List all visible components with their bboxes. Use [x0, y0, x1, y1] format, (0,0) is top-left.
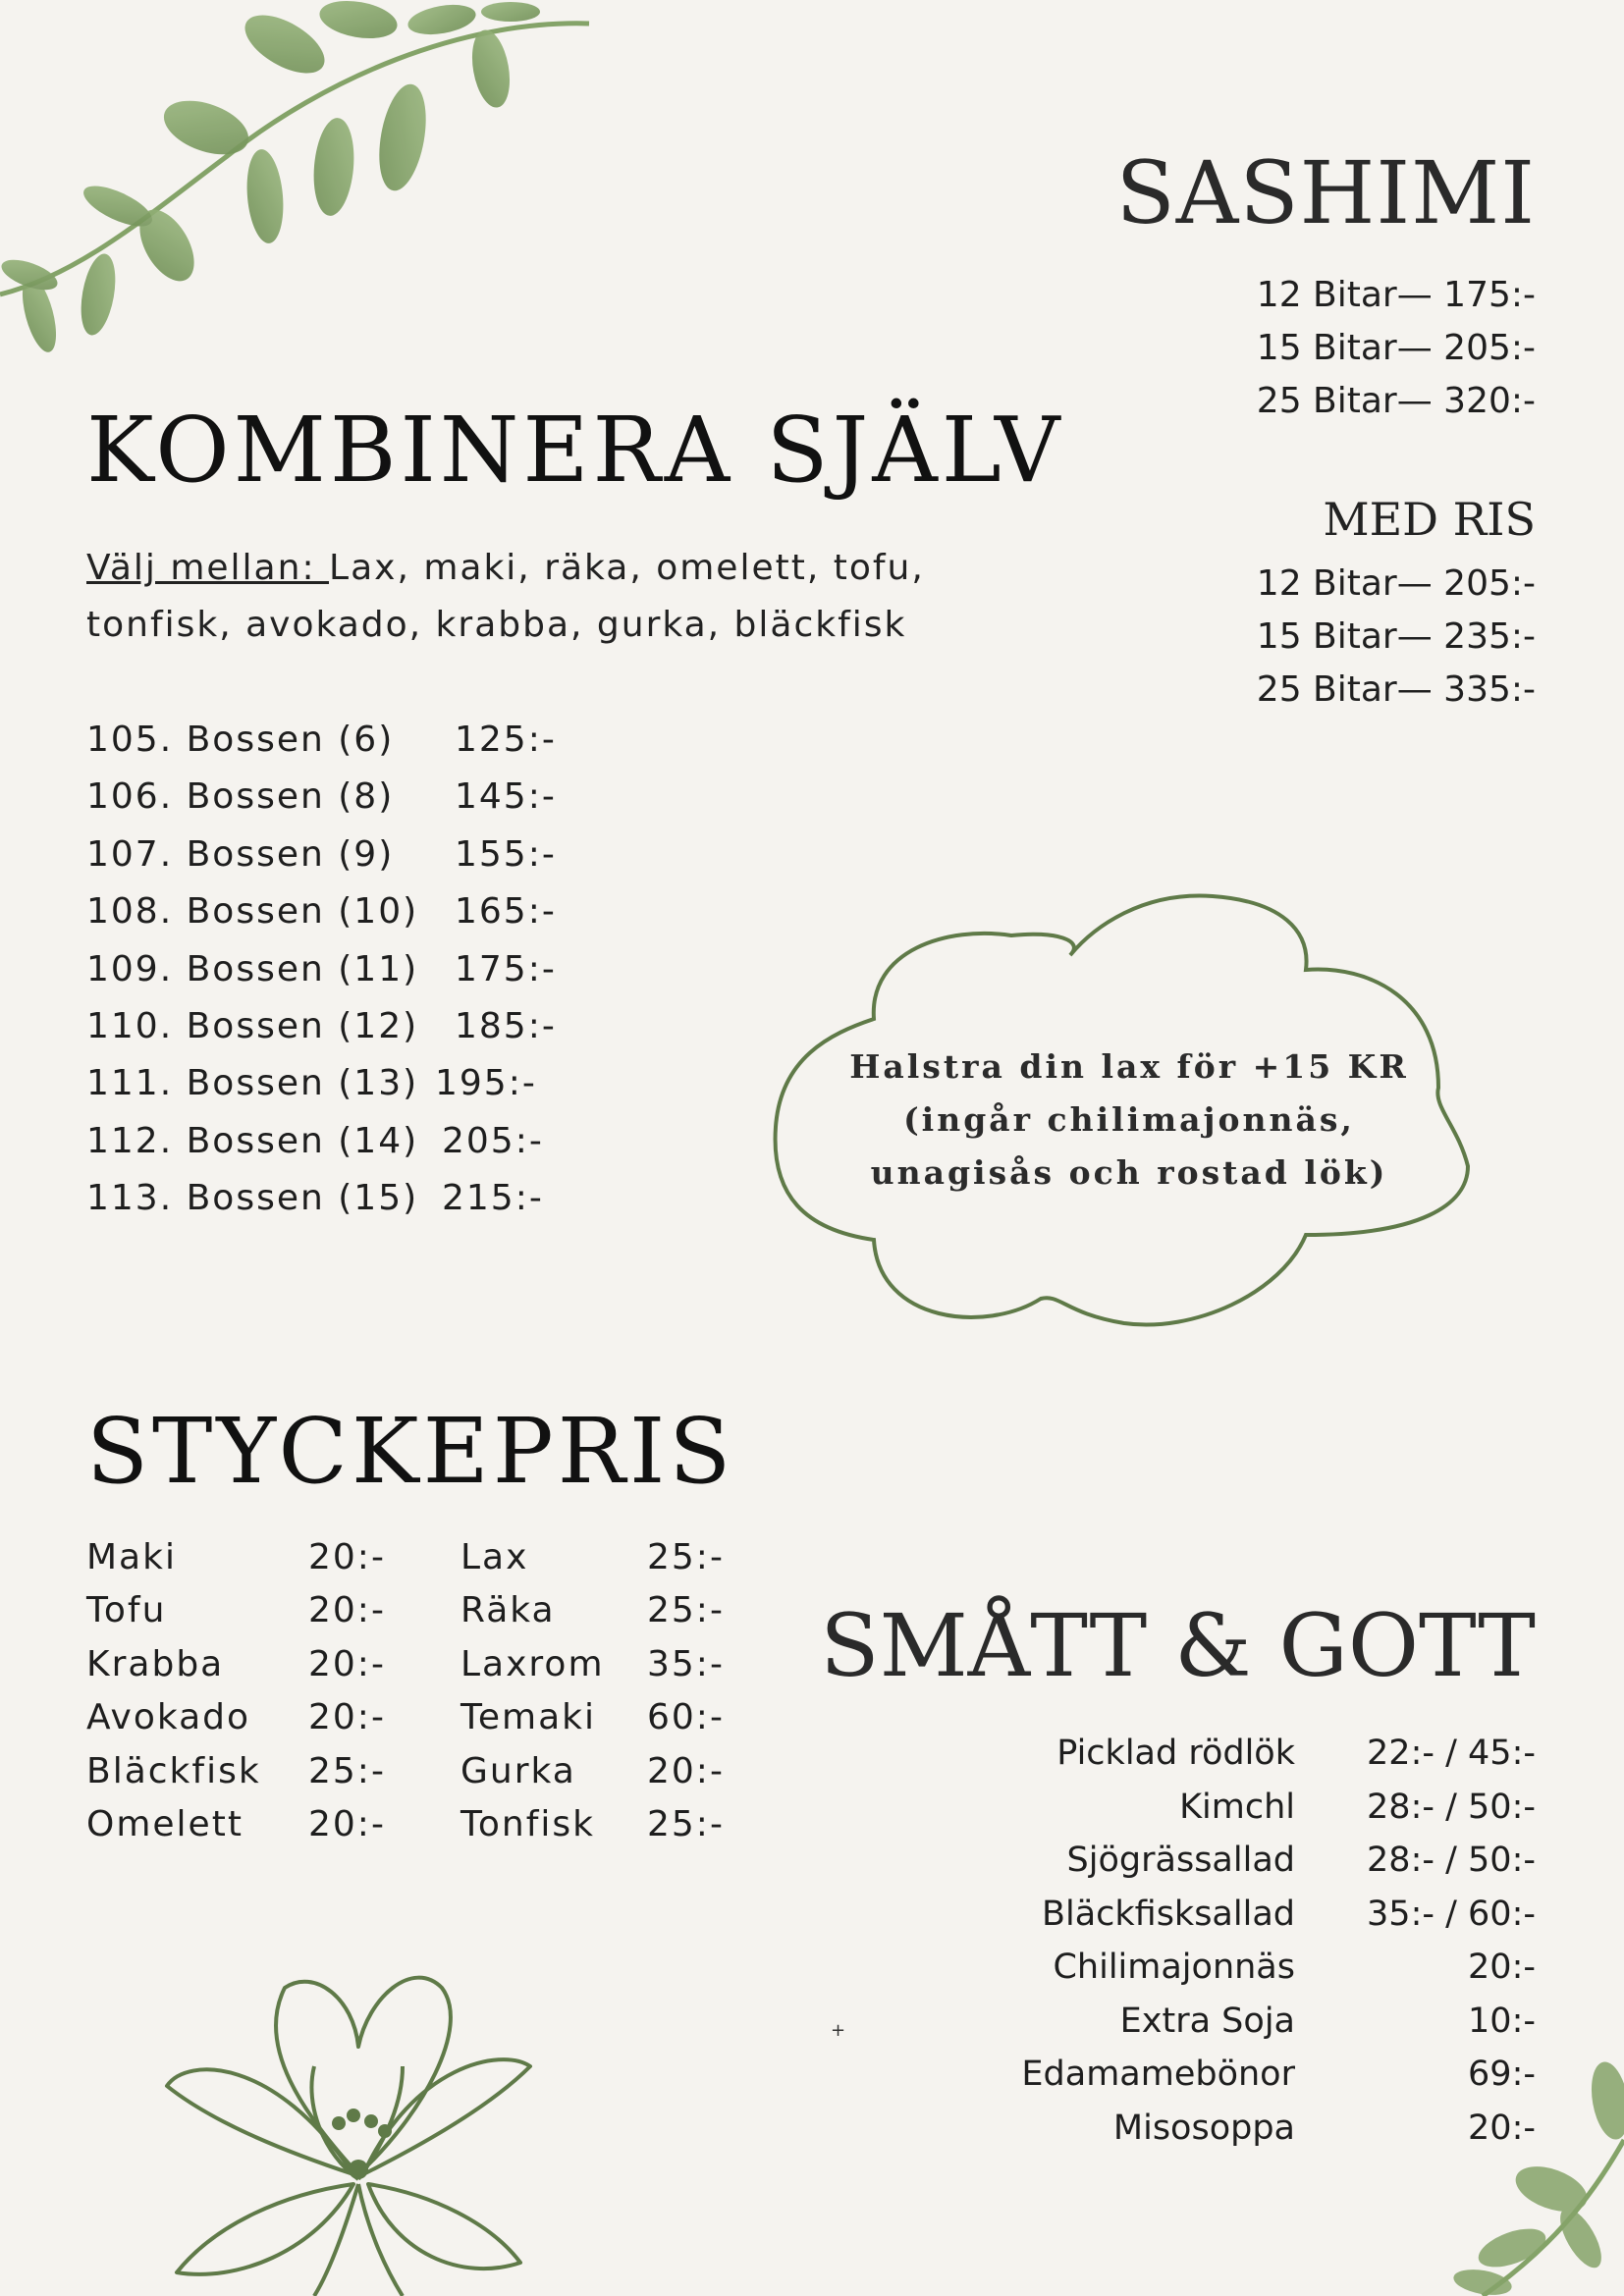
cell: Bläckfisk	[86, 1750, 261, 1791]
cell: 60:-	[647, 1697, 725, 1738]
list-item	[86, 769, 557, 826]
list-item	[1021, 1727, 1536, 1781]
bossen-list	[86, 712, 557, 1228]
item-price: 20:-	[1468, 1948, 1536, 1987]
cell: Krabba	[86, 1643, 225, 1684]
list-item: 12 Bitar— 205:-	[1256, 563, 1536, 604]
sashimi-title: SASHIMI	[1115, 142, 1536, 243]
list-item	[1021, 1834, 1536, 1888]
table-row	[86, 1531, 735, 1584]
list-item	[86, 941, 557, 998]
cell: Laxrom	[460, 1643, 605, 1684]
item-price: 215:-	[442, 1178, 544, 1219]
cell: 35:-	[647, 1643, 725, 1684]
choose-label: Välj mellan:	[86, 548, 330, 588]
cell: Maki	[86, 1537, 177, 1577]
med-ris-subtitle: MED RIS	[1323, 493, 1536, 546]
list-item	[1021, 1781, 1536, 1835]
list-item	[86, 998, 557, 1055]
item-name: 106. Bossen (8)	[86, 776, 395, 818]
item-price: 145:-	[455, 776, 557, 818]
sashimi-price-list	[1257, 269, 1536, 428]
item-name: 113. Bossen (15)	[86, 1178, 419, 1219]
kombinera-title: KOMBINERA SJÄLV	[86, 398, 1064, 503]
item-price: 22:- / 45:-	[1367, 1734, 1536, 1773]
item-name: Chilimajonnäs	[1053, 1948, 1295, 1987]
item-name: Edamamebönor	[1021, 2055, 1295, 2094]
leaf-branch-icon	[0, 0, 609, 373]
cell: 20:-	[647, 1750, 725, 1791]
cell: Lax	[460, 1537, 529, 1577]
list-item	[86, 883, 557, 940]
table-row	[86, 1584, 735, 1637]
cell: 25:-	[647, 1537, 725, 1577]
item-name: 107. Bossen (9)	[86, 833, 395, 875]
cloud-note-text	[839, 1041, 1419, 1200]
list-item	[86, 1170, 557, 1227]
med-ris-price-list	[1257, 558, 1536, 717]
item-name: 112. Bossen (14)	[86, 1120, 419, 1161]
cell: 20:-	[308, 1643, 386, 1684]
tiny-cross-icon: +	[831, 2020, 846, 2041]
item-price: 28:- / 50:-	[1367, 1787, 1536, 1827]
item-name: Kimchl	[1179, 1787, 1295, 1827]
item-price: 10:-	[1468, 2001, 1536, 2041]
cell: Omelett	[86, 1803, 244, 1844]
item-name: 109. Bossen (11)	[86, 948, 419, 989]
cell: Temaki	[460, 1697, 596, 1738]
item-name: Bläckfisksallad	[1041, 1894, 1295, 1934]
cloud-note-line: (ingår chilimajonnäs,	[903, 1100, 1355, 1139]
item-price: 155:-	[455, 833, 557, 875]
table-row	[86, 1745, 735, 1798]
item-name: Picklad rödlök	[1056, 1734, 1295, 1773]
list-item: 15 Bitar— 205:-	[1256, 328, 1536, 368]
item-price: 69:-	[1468, 2055, 1536, 2094]
table-row	[86, 1691, 735, 1744]
cell: Avokado	[86, 1697, 250, 1738]
list-item	[86, 827, 557, 883]
item-name: 108. Bossen (10)	[86, 891, 419, 933]
item-price: 125:-	[455, 720, 557, 760]
list-item: 25 Bitar— 335:-	[1256, 669, 1536, 710]
styckepris-title: STYCKEPRIS	[86, 1399, 735, 1504]
list-item	[1021, 2048, 1536, 2102]
list-item: 12 Bitar— 175:-	[1256, 275, 1536, 315]
cell: 25:-	[647, 1590, 725, 1631]
item-name: 105. Bossen (6)	[86, 720, 395, 760]
choose-options: Lax, maki, räka, omelett, tofu, tonfisk, avokado, krabba, gurka, bläckfisk	[86, 548, 925, 645]
cell: 20:-	[308, 1697, 386, 1738]
cell: Tofu	[86, 1590, 167, 1631]
smatt-gott-list	[1021, 1727, 1536, 2155]
list-item	[86, 712, 557, 769]
table-row	[86, 1798, 735, 1851]
cell: 25:-	[308, 1750, 386, 1791]
list-item: 15 Bitar— 235:-	[1256, 616, 1536, 657]
cell: 25:-	[647, 1803, 725, 1844]
item-name: Misosoppa	[1112, 2108, 1295, 2148]
item-price: 28:- / 50:-	[1367, 1841, 1536, 1880]
list-item	[1021, 1888, 1536, 1942]
cell: Gurka	[460, 1750, 576, 1791]
table-row	[86, 1638, 735, 1691]
item-price: 205:-	[442, 1120, 544, 1161]
cloud-note-line: unagisås och rostad lök)	[870, 1153, 1388, 1192]
item-price: 35:- / 60:-	[1367, 1894, 1536, 1934]
list-item	[1021, 1941, 1536, 1995]
item-name: Extra Soja	[1119, 2001, 1295, 2041]
item-price: 175:-	[455, 948, 557, 989]
item-price: 195:-	[435, 1063, 537, 1104]
item-name: 110. Bossen (12)	[86, 1005, 419, 1046]
cell: 20:-	[308, 1590, 386, 1631]
list-item	[1021, 2102, 1536, 2156]
cell: Räka	[460, 1590, 556, 1631]
list-item: 25 Bitar— 320:-	[1256, 381, 1536, 421]
item-price: 20:-	[1468, 2108, 1536, 2148]
cell: Tonfisk	[460, 1803, 595, 1844]
item-name: 111. Bossen (13)	[86, 1063, 419, 1104]
styckepris-table	[86, 1531, 735, 1851]
choose-description	[86, 540, 1019, 654]
flower-icon	[157, 1958, 540, 2296]
item-name: Sjögrässallad	[1066, 1841, 1295, 1880]
item-price: 165:-	[455, 891, 557, 933]
list-item	[86, 1055, 557, 1112]
item-price: 185:-	[455, 1005, 557, 1046]
cell: 20:-	[308, 1537, 386, 1577]
cell: 20:-	[308, 1803, 386, 1844]
cloud-note-line: Halstra din lax för +15 KR	[849, 1047, 1409, 1086]
list-item	[86, 1113, 557, 1170]
list-item	[1021, 1995, 1536, 2049]
smatt-gott-title: SMÅTT & GOTT	[820, 1595, 1536, 1696]
